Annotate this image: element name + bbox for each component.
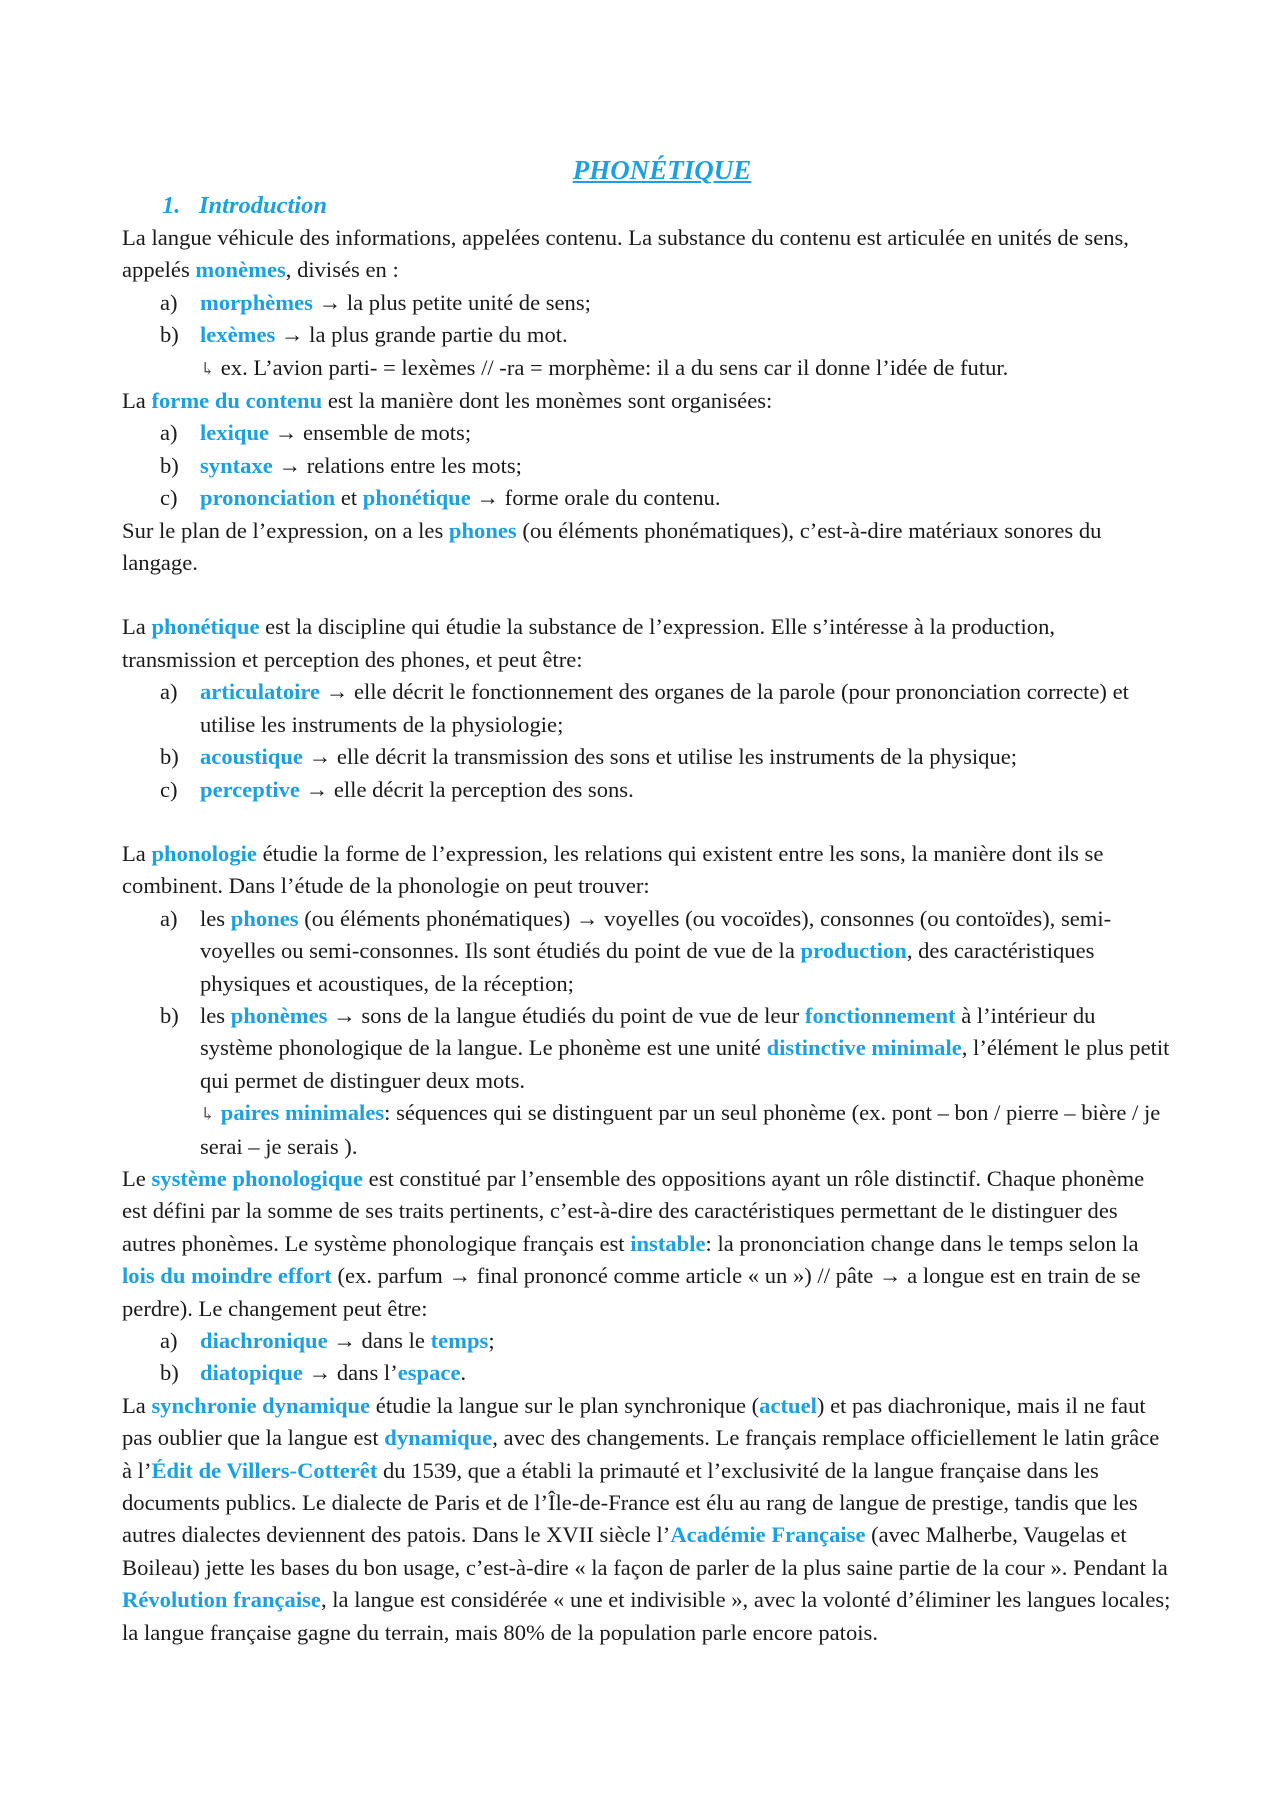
keyword: monèmes: [195, 257, 286, 283]
keyword: Révolution française: [122, 1587, 321, 1613]
paragraph: [122, 611, 1172, 676]
text: La: [122, 388, 152, 414]
keyword: articulatoire: [200, 679, 321, 705]
text: → elle décrit la perception des sons.: [299, 776, 634, 802]
text: La: [122, 614, 152, 640]
keyword: phones: [448, 517, 517, 543]
keyword: acoustique: [200, 744, 303, 770]
text: (ou éléments phonématiques) → voyelles (ou vocoïdes), consonnes (ou contoïdes), semi-voyelles ou semi-consonnes. Ils sont étudiés du point de vue de la: [200, 905, 1112, 964]
list: [122, 417, 1172, 514]
section-title: Introduction: [199, 192, 327, 219]
list-marker: b): [160, 322, 179, 348]
keyword: actuel: [759, 1392, 817, 1418]
keyword: syntaxe: [200, 452, 273, 478]
list-item: [122, 741, 1172, 773]
list-marker: a): [160, 679, 178, 705]
text: est la manière dont les monèmes sont organisées:: [322, 388, 773, 414]
text: à l’intérieur du système phonologique de la langue. Le phonème est une unité: [200, 1002, 1096, 1061]
text: (ex. parfum → final prononcé comme article « un ») // pâte → a longue est en train de se perdre). Le changement peut être:: [122, 1263, 1141, 1321]
hook-arrow-icon: ↳: [200, 358, 216, 379]
section-number: 1.: [162, 192, 181, 219]
list-marker: b): [160, 744, 179, 770]
text: → ensemble de mots;: [269, 420, 472, 446]
paragraph: [122, 1163, 1172, 1325]
spacer: [122, 806, 1172, 838]
keyword: phonétique: [151, 614, 260, 640]
keyword: diachronique: [200, 1328, 328, 1353]
text: , des caractéristiques physiques et acoustiques, de la réception;: [200, 938, 1095, 996]
list-item: [122, 676, 1172, 741]
keyword: distinctive minimale: [766, 1035, 962, 1061]
list-marker: a): [160, 1328, 178, 1353]
keyword: perceptive: [200, 776, 300, 802]
text: , la langue est considérée « une et indivisible », avec la volonté d’éliminer les langues locales; la langue française gagne du terrain, mais 80% de la population parle encore patois.: [122, 1587, 1171, 1645]
keyword: phones: [230, 905, 299, 931]
paragraph: [122, 838, 1172, 903]
text: , divisés en :: [285, 257, 399, 283]
hook-arrow-icon: ↳: [200, 1104, 216, 1125]
list-item: [122, 287, 1172, 319]
text: → la plus petite unité de sens;: [312, 289, 591, 315]
text: est la discipline qui étudie la substance de l’expression. Elle s’intéresse à la production, transmission et perception des phones, et peut être:: [122, 614, 1056, 672]
text: étudie la forme de l’expression, les relations qui existent entre les sons, la manière dont ils se combinent. Dans l’étude de la phonologie on peut trouver:: [122, 840, 1104, 899]
paragraph: [122, 385, 1172, 417]
text: est constitué par l’ensemble des oppositions ayant un rôle distinctif. Chaque phonème est défini par la somme de ses traits pertinents, c’est-à-dire des caractéristiques permettant de le distinguer des autres phonèmes. Le système phonologique français est: [122, 1165, 1145, 1256]
keyword: fonctionnement: [804, 1002, 956, 1028]
list-item: [122, 903, 1172, 1000]
list-item: [122, 774, 1172, 806]
text: La: [122, 840, 152, 866]
list-marker: b): [160, 1002, 179, 1028]
list-item: [122, 1000, 1172, 1097]
keyword: diatopique: [200, 1360, 303, 1386]
text: ) et pas diachronique, mais il ne faut pas oublier que la langue est: [122, 1392, 1146, 1451]
text: → la plus grande partie du mot.: [275, 322, 568, 348]
text: → elle décrit le fonctionnement des organes de la parole (pour prononciation correcte) et utilise les instruments de la physiologie;: [200, 679, 1129, 737]
text: : la prononciation change dans le temps selon la: [705, 1230, 1139, 1256]
list-marker: a): [160, 905, 178, 931]
list-item: [122, 319, 1172, 351]
list-item: [122, 450, 1172, 482]
text: Le: [122, 1165, 152, 1191]
list-item: [122, 482, 1172, 514]
list: [122, 903, 1172, 1097]
text: , avec des changements. Le français remplace officiellement le latin grâce à l’: [122, 1425, 1160, 1483]
text: ;: [488, 1328, 495, 1353]
list-marker: b): [160, 452, 179, 478]
list-marker: a): [160, 420, 178, 446]
keyword: Académie Française: [670, 1522, 866, 1548]
paragraph: [122, 515, 1172, 580]
keyword: prononciation: [200, 485, 336, 511]
keyword: phonologie: [151, 840, 257, 866]
text: ex. L’avion parti- = lexèmes // -ra = morphème: il a du sens car il donne l’idée de futur.: [220, 354, 1009, 380]
keyword: système phonologique: [151, 1165, 364, 1191]
keyword: paires minimales: [220, 1100, 385, 1126]
keyword: morphèmes: [200, 289, 313, 315]
text: La: [122, 1392, 152, 1418]
spacer: [122, 579, 1172, 611]
document-page: [122, 150, 1172, 1649]
text: La langue véhicule des informations, appelées contenu. La substance du contenu est articulée en unités de sens, appelés: [122, 225, 1129, 283]
text: : séquences qui se distinguent par un seul phonème (ex. pont – bon / pierre – bière / je serai – je serais ).: [200, 1100, 1161, 1159]
list-marker: c): [160, 485, 178, 511]
keyword: lexèmes: [200, 322, 276, 348]
text: → forme orale du contenu.: [470, 485, 721, 511]
keyword: phonèmes: [230, 1002, 328, 1028]
keyword: lexique: [200, 420, 270, 446]
text: les: [200, 1002, 231, 1028]
list-item: [122, 1357, 1172, 1389]
list: [122, 287, 1172, 352]
keyword: Édit de Villers-Cotterêt: [151, 1457, 378, 1483]
text: les: [200, 905, 231, 931]
list-marker: c): [160, 776, 178, 802]
keyword: synchronie dynamique: [151, 1392, 371, 1418]
example-line: [122, 352, 1172, 385]
page-title: PHONÉTIQUE: [572, 155, 752, 185]
text: .: [460, 1360, 467, 1386]
text: , l’élément le plus petit qui permet de distinguer deux mots.: [200, 1035, 1170, 1093]
text: → relations entre les mots;: [272, 452, 522, 478]
text: (avec Malherbe, Vaugelas et Boileau) jette les bases du bon usage, c’est-à-dire « la façon de parler de la plus saine partie de la cour ». Pendant la: [122, 1522, 1168, 1580]
list: [122, 676, 1172, 806]
text: du 1539, que a établi la primauté et l’exclusivité de la langue française dans les documents publics. Le dialecte de Paris et de l’Île-de-France est élu au rang de langue de prestige, tandis que les autres dialectes deviennent des patois. Dans le XVII siècle l’: [122, 1457, 1138, 1548]
keyword: phonétique: [362, 485, 471, 511]
list-item: [122, 417, 1172, 449]
list-item: [122, 1325, 1172, 1357]
text: → elle décrit la transmission des sons et utilise les instruments de la physique;: [302, 744, 1018, 770]
keyword: dynamique: [384, 1425, 493, 1451]
paragraph: [122, 1390, 1172, 1649]
list-marker: b): [160, 1360, 179, 1386]
keyword: lois du moindre effort: [122, 1263, 332, 1289]
text: → sons de la langue étudiés du point de vue de leur: [327, 1002, 805, 1028]
example-line: [122, 1097, 1172, 1163]
keyword: production: [800, 938, 907, 964]
text: (ou éléments phonématiques), c’est-à-dire matériaux sonores du langage.: [122, 517, 1102, 576]
list: [122, 1325, 1172, 1390]
keyword: forme du contenu: [151, 388, 323, 414]
text: → dans le: [327, 1328, 431, 1353]
text: étudie la langue sur le plan synchronique (: [370, 1392, 760, 1418]
keyword: instable: [630, 1230, 706, 1256]
list-marker: a): [160, 289, 178, 315]
keyword: espace: [397, 1360, 461, 1386]
section-heading: [162, 190, 1172, 222]
text: et: [335, 485, 363, 511]
text: Sur le plan de l’expression, on a les: [122, 517, 449, 543]
text: → dans l’: [302, 1360, 398, 1386]
paragraph: [122, 222, 1172, 287]
keyword: temps: [430, 1328, 489, 1353]
